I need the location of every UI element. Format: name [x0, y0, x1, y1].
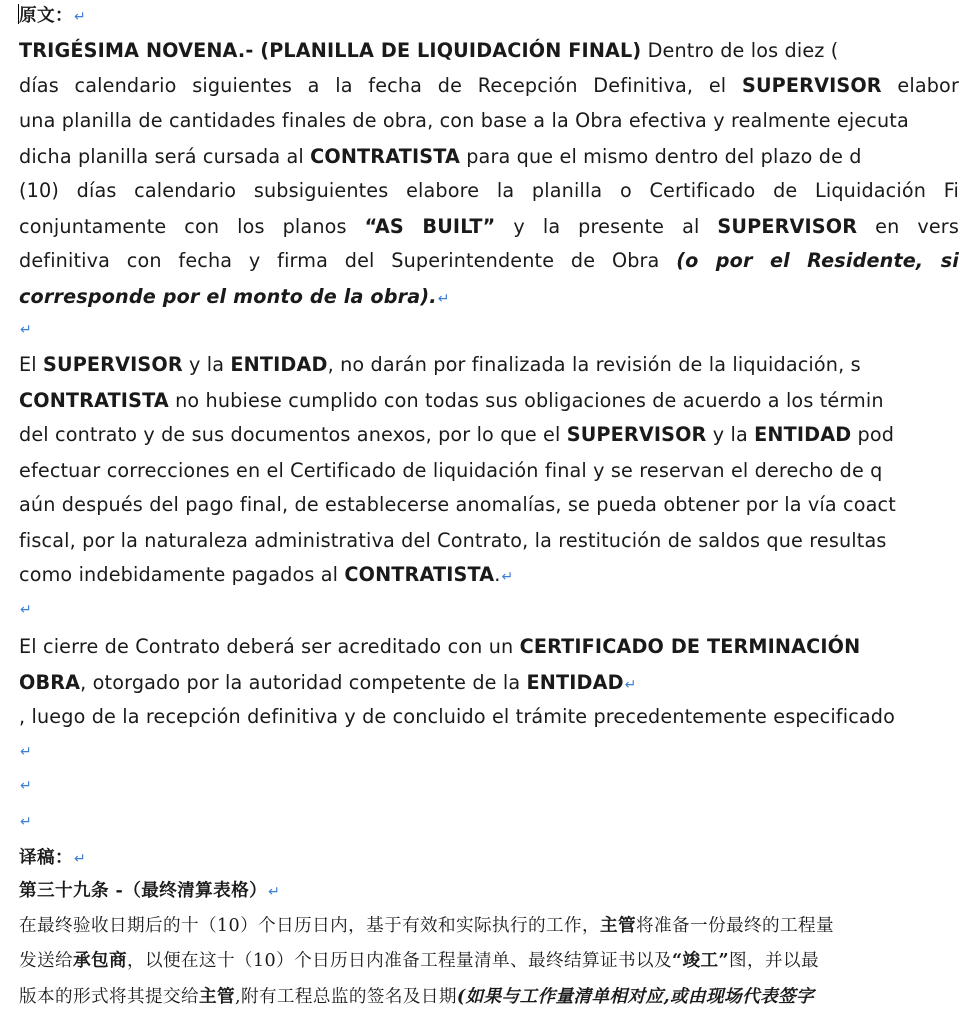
source-label: 原文： [19, 5, 73, 26]
para2-line-2: CONTRATISTA no hubiese cumplido con todas sus obligaciones de acuerdo a los términ [19, 389, 884, 412]
translation-line-3: 版本的形式将其提交给主管,附有工程总监的签名及日期(如果与工作量清单相对应,或由现场代表签字 [19, 986, 815, 1007]
clause-line-5: (10) días calendario subsiguientes elabore la planilla o Certificado de Liquidación Fi [19, 179, 959, 202]
para3-line-2: OBRA, otorgado por la autoridad competente de la ENTIDAD↵ [19, 671, 637, 694]
clause-line-7: definitiva con fecha y firma del Superintendente de Obra (o por el Residente, si [19, 249, 959, 272]
clause-line-8: corresponde por el monto de la obra).↵ [19, 285, 450, 308]
translation-title-line [19, 879, 280, 904]
source-label-line [19, 4, 86, 29]
clause-line-3: una planilla de cantidades finales de obra, con base a la Obra efectiva y realmente ejecuta [19, 109, 909, 132]
para3-line-3: , luego de la recepción definitiva y de concluido el trámite precedentemente especificado [19, 705, 896, 728]
para2-line-4: efectuar correcciones en el Certificado de liquidación final y se reservan el derecho de q [19, 459, 883, 482]
para2-line-6: fiscal, por la naturaleza administrativa del Contrato, la restitución de saldos que resultas [19, 529, 887, 552]
paragraph-mark-icon: ↵ [73, 9, 87, 25]
translation-label: 译稿： [19, 847, 73, 868]
paragraph-mark-icon: ↵ [20, 778, 32, 794]
clause-line-4: dicha planilla será cursada al CONTRATISTA para que el mismo dentro del plazo de d [19, 145, 862, 168]
para2-line-7: como indebidamente pagados al CONTRATISTA.↵ [19, 563, 514, 586]
paragraph-mark-icon: ↵ [73, 851, 87, 867]
paragraph-mark-icon: ↵ [501, 569, 514, 585]
para3-line-1: El cierre de Contrato deberá ser acreditado con un CERTIFICADO DE TERMINACIÓN [19, 635, 861, 658]
translation-title: 第三十九条 -（最终清算表格） [19, 880, 268, 901]
paragraph-mark-icon: ↵ [437, 291, 450, 307]
paragraph-mark-icon: ↵ [20, 322, 32, 338]
translation-label-line [19, 846, 86, 871]
clause-line-1: TRIGÉSIMA NOVENA.- (PLANILLA DE LIQUIDACIÓN FINAL) Dentro de los diez ( [19, 39, 839, 62]
clause-line-2: días calendario siguientes a la fecha de Recepción Definitiva, el SUPERVISOR elabor [19, 74, 959, 97]
para2-line-1: El SUPERVISOR y la ENTIDAD, no darán por finalizada la revisión de la liquidación, s [19, 353, 861, 376]
paragraph-mark-icon: ↵ [20, 744, 32, 760]
paragraph-mark-icon: ↵ [624, 677, 637, 693]
paragraph-mark-icon: ↵ [268, 884, 281, 900]
clause-line-6: conjuntamente con los planos “AS BUILT” y la presente al SUPERVISOR en vers [19, 215, 959, 238]
paragraph-mark-icon: ↵ [20, 814, 32, 830]
clause-title: TRIGÉSIMA NOVENA.- (PLANILLA DE LIQUIDACIÓN FINAL) [19, 39, 642, 62]
translation-line-2: 发送给承包商，以便在这十（10）个日历日内准备工程量清单、最终结算证书以及“竣工”图，并以最 [19, 950, 819, 971]
para2-line-5: aún después del pago final, de establecerse anomalías, se pueda obtener por la vía coact [19, 493, 896, 516]
para2-line-3: del contrato y de sus documentos anexos, por lo que el SUPERVISOR y la ENTIDAD pod [19, 423, 895, 446]
translation-line-1: 在最终验收日期后的十（10）个日历日内，基于有效和实际执行的工作，主管将准备一份最终的工程量 [19, 915, 834, 936]
paragraph-mark-icon: ↵ [20, 602, 32, 618]
